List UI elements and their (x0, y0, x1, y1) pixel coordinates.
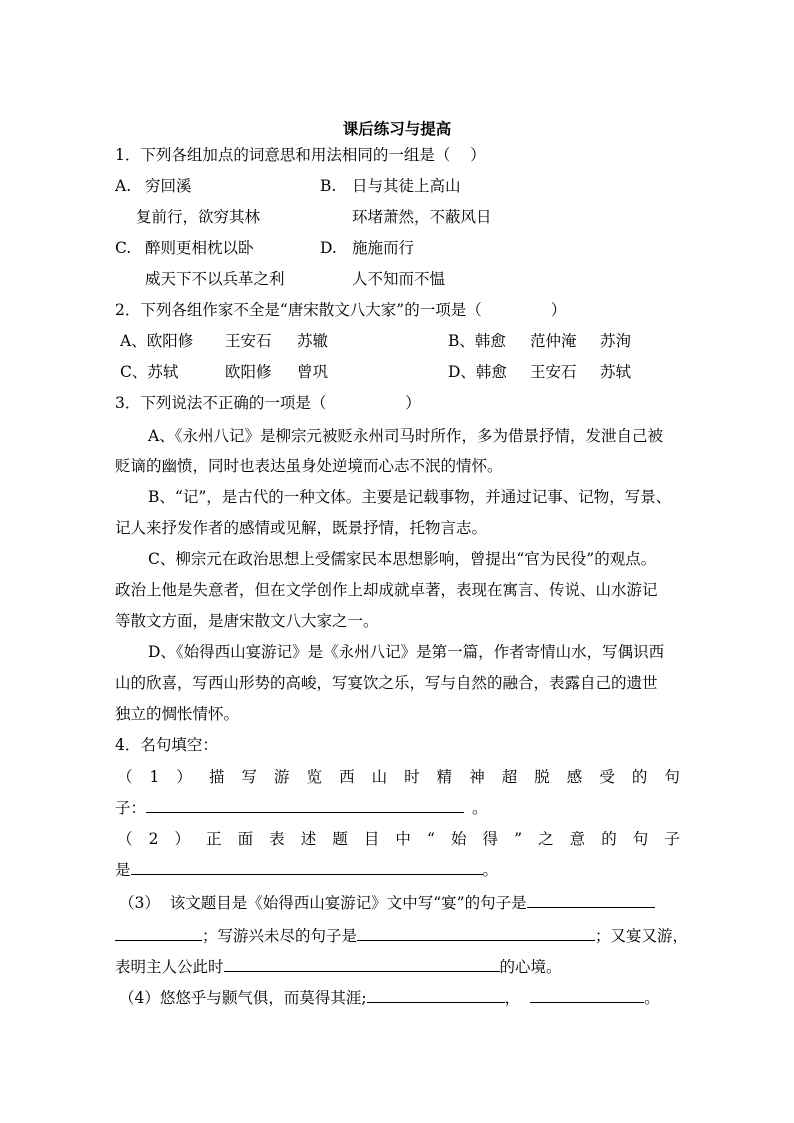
q4-sentence-1-answer-row (115, 798, 488, 818)
q4-sentence-2-answer-row (115, 860, 498, 880)
q2-stem: 2．下列各组作家不全是“唐宋散文八大家”的一项是（ ） (115, 301, 567, 319)
q4-sentence-3-text-a: （3） 该文题目是《始得西山宴游记》文中写“宴”的句子是 (119, 894, 527, 912)
q4-sentence-1-char: 感 (566, 768, 583, 786)
q4-sentence-2-end: 。 (482, 861, 499, 879)
q2-option-c-2: 欧阳修 (225, 363, 272, 381)
q4-sentence-4-row (119, 988, 660, 1008)
q2-option-a-1: A、欧阳修 (120, 332, 194, 350)
q4-sentence-2-char: ） (174, 830, 190, 848)
q4-sentence-2-char: 的 (601, 830, 617, 848)
q4-sentence-4-text-c: 。 (644, 989, 660, 1007)
q4-stem: 4．名句填空： (115, 736, 218, 754)
q3-option-c-line1: C、柳宗元在政治思想上受儒家民本思想影响，曾提出“官为民役”的观点。 (148, 550, 657, 568)
q4-sentence-1-blank[interactable] (146, 798, 464, 813)
q4-sentence-2-char: （ (117, 830, 133, 848)
q4-sentence-2-char: 正 (206, 830, 222, 848)
q2-option-a-3: 苏辙 (297, 332, 329, 350)
q2-option-d-3: 苏轼 (600, 363, 632, 381)
q1-stem: 1．下列各组加点的词意思和用法相同的一组是（ ） (115, 146, 486, 164)
q4-sentence-1-char: 写 (241, 768, 257, 786)
q4-sentence-3-blank-c[interactable] (224, 957, 500, 972)
q4-sentence-3-text-b: ；写游兴未尽的句子是 (202, 927, 358, 945)
q4-sentence-1-char: 超 (501, 768, 518, 786)
q4-sentence-3-blank-a-cont[interactable] (115, 926, 202, 941)
q4-sentence-3-text-c: ；又宴又游， (595, 927, 689, 945)
q1-option-c-line1: 醉则更相枕以卧 (145, 239, 254, 257)
q2-option-b-1: B、韩愈 (448, 332, 506, 350)
q3-option-d-line1: D、《始得西山宴游记》是《永州八记》是第一篇，作者寄情山水，写偶识西 (148, 643, 665, 661)
q1-option-c-line2: 威天下不以兵革之利 (145, 270, 285, 288)
q4-sentence-2-char: 目 (363, 830, 380, 848)
q4-sentence-1-prefix: 子： (115, 799, 147, 817)
q3-stem: 3．下列说法不正确的一项是（ ） (115, 394, 421, 412)
q1-option-b-line1: 日与其徒上高山 (352, 177, 461, 195)
q3-option-d-line3: 独立的惆怅情怀。 (115, 705, 240, 723)
q4-sentence-4-blank-a[interactable] (367, 988, 505, 1003)
q4-sentence-1-char: 脱 (534, 768, 550, 786)
q1-option-d-label: D. (320, 239, 337, 257)
q1-option-a-line2: 复前行，欲穷其林 (136, 208, 261, 226)
q4-sentence-1-char: 的 (631, 768, 648, 786)
q4-sentence-2-char: 题 (332, 830, 348, 848)
q3-option-b-line2: 记人来抒发作者的感情或见解，既景抒情，托物言志。 (115, 519, 488, 537)
q4-sentence-3-row2 (115, 926, 688, 946)
q4-sentence-2-prompt (117, 829, 680, 849)
q1-option-d-line2: 人不知而不愠 (352, 270, 446, 288)
q4-sentence-4-text-b: ， (504, 989, 521, 1007)
q4-sentence-2-char: 述 (300, 830, 317, 848)
q4-sentence-2-char: 2 (148, 830, 159, 848)
q2-option-c-1: C、苏轼 (120, 363, 179, 381)
q4-sentence-2-char: 中 (395, 830, 411, 848)
q3-option-c-line3: 等散文方面，是唐宋散文八大家之一。 (115, 612, 379, 630)
q4-sentence-1-char: 西 (339, 768, 355, 786)
q4-sentence-3-text-e: 的心境。 (499, 958, 562, 976)
q4-sentence-2-char: 子 (664, 830, 680, 848)
q4-sentence-2-char: 句 (632, 830, 649, 848)
q2-option-b-2: 范仲淹 (530, 332, 577, 350)
q2-option-a-2: 王安石 (225, 332, 272, 350)
q1-option-c-label: C. (115, 239, 132, 257)
q4-sentence-1-char: 精 (436, 768, 453, 786)
q2-option-d-1: D、韩愈 (448, 363, 507, 381)
q3-option-a-line1: A、《永州八记》是柳宗元被贬永州司马时所作，多为借景抒情，发泄自己被 (148, 427, 663, 445)
q4-sentence-1-prompt (117, 767, 680, 787)
q4-sentence-1-char: 受 (599, 768, 615, 786)
q4-sentence-2-char: 始 (450, 830, 467, 848)
q4-sentence-1-char: 句 (664, 768, 680, 786)
q3-option-a-line2: 贬谪的幽愤，同时也表达虽身处逆境而心志不泯的情怀。 (115, 457, 503, 475)
q4-sentence-2-prefix: 是 (115, 861, 131, 879)
q1-option-b-label: B. (320, 177, 337, 195)
q4-sentence-4-text-a: （4）悠悠乎与颢气俱，而莫得其涯; (119, 989, 367, 1007)
q4-sentence-1-char: 山 (371, 768, 388, 786)
q4-sentence-4-blank-b[interactable] (530, 988, 644, 1003)
q4-sentence-2-char: 面 (237, 830, 254, 848)
q4-sentence-1-char: 神 (469, 768, 485, 786)
q2-option-d-2: 王安石 (530, 363, 577, 381)
q4-sentence-1-char: ） (176, 768, 192, 786)
q4-sentence-3-text-d: 表明主人公此时 (115, 958, 224, 976)
q1-option-b-line2: 环堵萧然，不蔽风日 (352, 208, 492, 226)
q4-sentence-1-char: 1 (149, 768, 160, 786)
q4-sentence-1-char: 游 (274, 768, 290, 786)
q4-sentence-3-blank-b[interactable] (357, 926, 595, 941)
q4-sentence-3-blank-a[interactable] (527, 893, 655, 908)
q4-sentence-2-char: 意 (569, 830, 586, 848)
q4-sentence-3-row3 (115, 957, 562, 977)
q4-sentence-2-char: “ (426, 830, 435, 848)
q3-option-c-line2: 政治上他是失意者，但在文学创作上却成就卓著，表现在寓言、传说、山水游记 (115, 581, 658, 599)
q2-option-c-3: 曾巩 (297, 363, 329, 381)
q4-sentence-2-char: ” (514, 830, 523, 848)
q3-option-b-line1: B、“记”，是古代的一种文体。主要是记载事物，并通过记事、记物，写景、 (148, 488, 672, 506)
q1-option-a-line1: 穷回溪 (145, 177, 192, 195)
q4-sentence-2-char: 表 (269, 830, 285, 848)
q4-sentence-2-char: 得 (482, 830, 499, 848)
q3-option-d-line2: 山的欣喜，写西山形势的高峻，写宴饮之乐，写与自然的融合，表露自己的遗世 (115, 674, 658, 692)
q4-sentence-2-char: 之 (538, 830, 554, 848)
q4-sentence-1-char: 时 (404, 768, 420, 786)
q1-option-d-line1: 施施而行 (352, 239, 415, 257)
q2-option-b-3: 苏洵 (600, 332, 632, 350)
q4-sentence-3-row1 (119, 893, 655, 913)
page-title: 课后练习与提高 (342, 119, 452, 138)
q1-option-a-label: A. (115, 177, 132, 195)
q4-sentence-2-blank[interactable] (131, 860, 483, 875)
q4-sentence-1-end: 。 (472, 799, 488, 817)
q4-sentence-1-char: （ (117, 768, 133, 786)
q4-sentence-1-char: 览 (306, 768, 323, 786)
q4-sentence-1-char: 描 (208, 768, 225, 786)
